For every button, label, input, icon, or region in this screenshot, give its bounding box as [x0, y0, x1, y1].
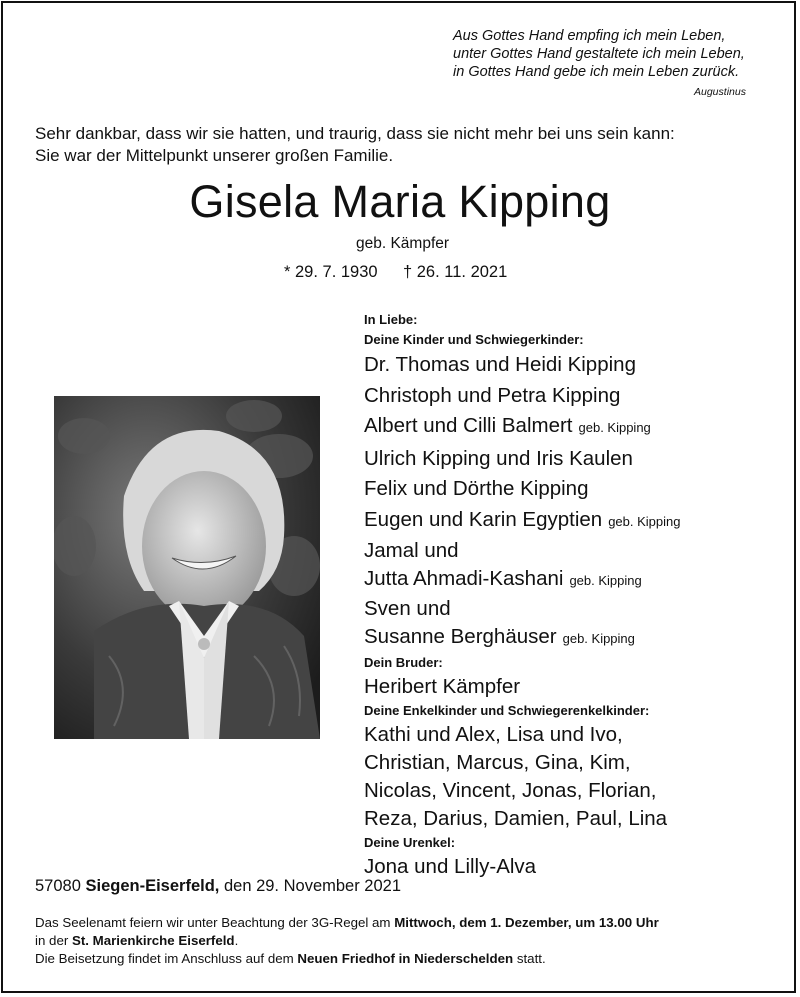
maiden-name-note: geb. Kipping: [569, 573, 642, 588]
brother-name: Heribert Kämpfer: [364, 675, 521, 698]
list-item: Felix und Dörthe Kipping: [364, 477, 589, 500]
great-grandchildren-names: Jona und Lilly-Alva: [364, 855, 537, 878]
list-item: Christoph und Petra Kipping: [364, 383, 621, 407]
born-name: geb. Kämpfer: [356, 235, 450, 252]
portrait-photo-illustration: [54, 396, 320, 739]
portrait-photo: [54, 396, 320, 739]
birth-date: * 29. 7. 1930: [284, 263, 378, 281]
maiden-name-note: geb. Kipping: [562, 631, 635, 646]
date-text: den 29. November 2021: [223, 877, 402, 895]
quote-line-3: in Gottes Hand gebe ich mein Leben zurück.: [453, 64, 740, 80]
zip-code: 57080: [35, 877, 81, 895]
list-item: Albert und Cilli Balmert geb. Kipping: [364, 414, 651, 437]
quote-line-1: Aus Gottes Hand empfing ich mein Leben,: [453, 28, 726, 44]
list-item: Jutta Ahmadi-Kashani geb. Kipping: [364, 567, 642, 590]
deceased-name: Gisela Maria Kipping: [189, 176, 611, 227]
list-item: Jamal und: [364, 539, 459, 562]
list-item: Susanne Berghäuser geb. Kipping: [364, 625, 635, 648]
mourners-list: [364, 310, 784, 881]
intro-line-1: Sehr dankbar, dass wir sie hatten, und traurig, dass sie nicht mehr bei uns sein kann:: [35, 124, 675, 143]
quote-line-2: unter Gottes Hand gestaltete ich mein Leben,: [453, 46, 745, 62]
maiden-name-note: geb. Kipping: [578, 420, 651, 435]
brother-heading: Dein Bruder:: [364, 655, 443, 670]
list-item: Eugen und Karin Egyptien geb. Kipping: [364, 507, 681, 531]
list-item: Nicolas, Vincent, Jonas, Florian,: [364, 779, 657, 802]
list-item: Ulrich Kipping und Iris Kaulen: [364, 446, 633, 470]
service-line-1: Das Seelenamt feiern wir unter Beachtung der 3G-Regel am Mittwoch, dem 1. Dezember, um 13.00 Uhr: [35, 915, 659, 930]
service-line-2: in der St. Marienkirche Eiserfeld.: [35, 933, 239, 948]
great-grandchildren-heading: Deine Urenkel:: [364, 835, 456, 850]
list-item: Dr. Thomas und Heidi Kipping: [364, 353, 636, 376]
grandchildren-heading: Deine Enkelkinder und Schwiegerenkelkinder:: [364, 703, 650, 718]
list-item: Kathi und Alex, Lisa und Ivo,: [364, 723, 623, 746]
list-item: Christian, Marcus, Gina, Kim,: [364, 751, 631, 774]
intro-line-2: Sie war der Mittelpunkt unserer großen Familie.: [35, 146, 394, 165]
list-item: Reza, Darius, Damien, Paul, Lina: [364, 807, 668, 830]
service-line-3: Die Beisetzung findet im Anschluss auf dem Neuen Friedhof in Niederschelden statt.: [35, 951, 546, 966]
maiden-name-note: geb. Kipping: [608, 513, 681, 529]
children-heading: Deine Kinder und Schwiegerkinder:: [364, 332, 584, 347]
list-item: Sven und: [364, 597, 451, 620]
death-date: † 26. 11. 2021: [403, 263, 508, 281]
place-date: [35, 877, 401, 896]
quote-attribution: Augustinus: [694, 86, 746, 98]
in-love-heading: In Liebe:: [364, 312, 418, 327]
city-name: Siegen-Eiserfeld,: [85, 877, 220, 895]
